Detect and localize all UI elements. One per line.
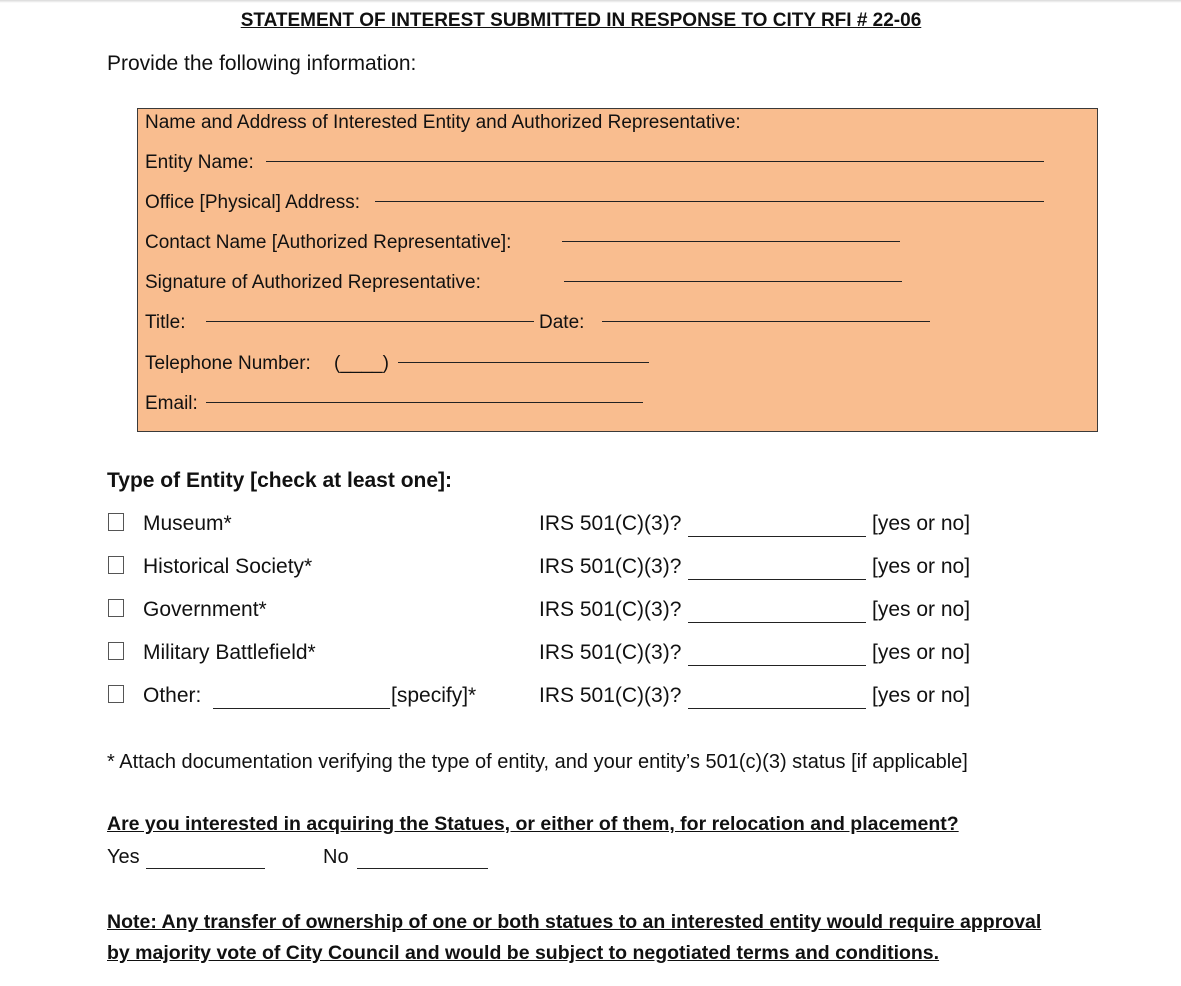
historical-society-checkbox[interactable] (108, 556, 124, 574)
date-field[interactable] (602, 321, 930, 322)
signature-label: Signature of Authorized Representative: (145, 272, 481, 293)
no-label: No (323, 846, 349, 868)
yes-answer-field[interactable] (146, 868, 265, 869)
yes-no-hint: [yes or no] (872, 641, 971, 664)
specify-hint: [specify]* (391, 684, 477, 707)
irs-label: IRS 501(C)(3)? (539, 555, 682, 578)
title-field[interactable] (206, 321, 534, 322)
title-label: Title: (145, 312, 186, 333)
entity-name-label: Entity Name: (145, 152, 254, 173)
yes-no-hint: [yes or no] (872, 598, 971, 621)
irs-label: IRS 501(C)(3)? (539, 684, 682, 707)
email-field[interactable] (206, 402, 643, 403)
email-label: Email: (145, 393, 198, 414)
contact-name-label: Contact Name [Authorized Representative]: (145, 232, 512, 253)
irs-label: IRS 501(C)(3)? (539, 598, 682, 621)
yes-no-hint: [yes or no] (872, 684, 971, 707)
other-irs-field[interactable] (688, 708, 866, 709)
telephone-label: Telephone Number: (145, 353, 311, 374)
yes-no-hint: [yes or no] (872, 512, 971, 535)
entity-name-field[interactable] (266, 161, 1044, 162)
irs-label: IRS 501(C)(3)? (539, 512, 682, 535)
office-address-label: Office [Physical] Address: (145, 192, 361, 213)
representative-info-box (137, 108, 1098, 432)
approval-note-line-1: Note: Any transfer of ownership of one or both statues to an interested entity would require approval (107, 911, 1042, 933)
historical-society-label: Historical Society* (143, 555, 313, 578)
yes-label: Yes (107, 846, 140, 868)
military-battlefield-label: Military Battlefield* (143, 641, 316, 664)
no-answer-field[interactable] (357, 868, 488, 869)
telephone-area-code-field[interactable]: (____) (334, 353, 389, 374)
other-checkbox[interactable] (108, 685, 124, 703)
signature-field[interactable] (564, 281, 902, 282)
yes-no-hint: [yes or no] (872, 555, 971, 578)
other-specify-field[interactable] (213, 708, 390, 709)
museum-label: Museum* (143, 512, 232, 535)
interest-question: Are you interested in acquiring the Statues, or either of them, for relocation and placement? (107, 813, 959, 835)
historical-society-irs-field[interactable] (688, 579, 866, 580)
intro-text: Provide the following information: (107, 52, 417, 75)
document-title: STATEMENT OF INTEREST SUBMITTED IN RESPONSE TO CITY RFI # 22-06 (240, 10, 922, 31)
irs-label: IRS 501(C)(3)? (539, 641, 682, 664)
contact-name-field[interactable] (562, 241, 900, 242)
government-label: Government* (143, 598, 267, 621)
military-battlefield-checkbox[interactable] (108, 642, 124, 660)
museum-irs-field[interactable] (688, 536, 866, 537)
museum-checkbox[interactable] (108, 513, 124, 531)
date-label: Date: (539, 312, 585, 333)
approval-note-line-2: by majority vote of City Council and would be subject to negotiated terms and conditions. (107, 942, 940, 964)
military-battlefield-irs-field[interactable] (688, 665, 866, 666)
office-address-field[interactable] (375, 201, 1044, 202)
government-checkbox[interactable] (108, 599, 124, 617)
box-heading: Name and Address of Interested Entity and Authorized Representative: (145, 112, 741, 133)
entity-type-heading: Type of Entity [check at least one]: (107, 469, 453, 492)
page-top-edge (0, 0, 1181, 3)
attach-documentation-note: * Attach documentation verifying the type of entity, and your entity’s 501(c)(3) status [if applicable] (107, 751, 968, 773)
telephone-number-field[interactable] (398, 362, 649, 363)
other-label: Other: (143, 684, 202, 707)
government-irs-field[interactable] (688, 622, 866, 623)
